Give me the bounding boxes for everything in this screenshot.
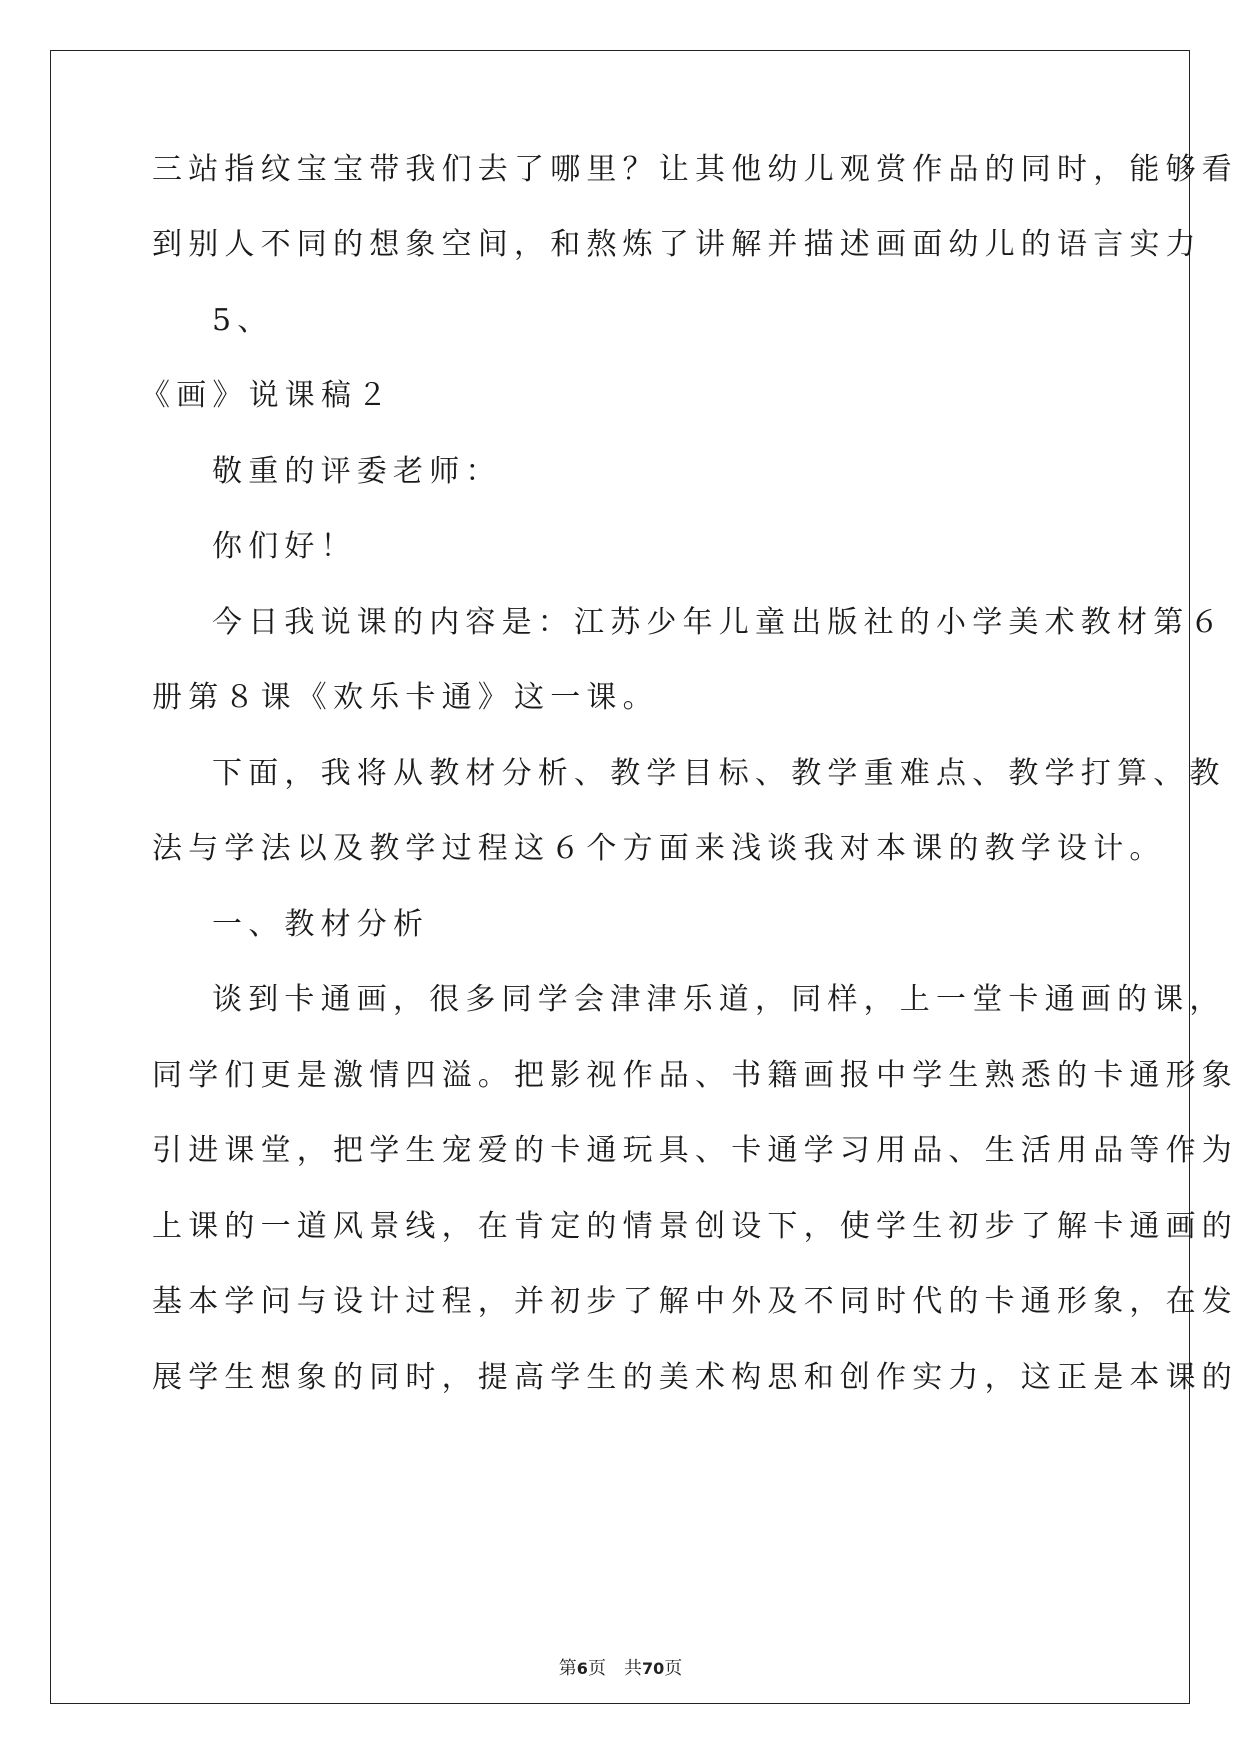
page-border — [50, 50, 1190, 1704]
footer-page-number: 6 — [576, 1659, 588, 1678]
salutation: 敬重的评委老师： — [212, 454, 502, 489]
section-heading-textbook-analysis: 一、教材分析 — [212, 907, 430, 942]
body-line-17: 展学生想象的同时，提高学生的美术构思和创作实力，这正是本课的 — [152, 1360, 1238, 1395]
body-line-15: 上课的一道风景线，在肯定的情景创设下，使学生初步了解卡通画的 — [152, 1209, 1238, 1244]
body-line-1: 三站指纹宝宝带我们去了哪里？让其他幼儿观赏作品的同时，能够看 — [152, 152, 1238, 187]
body-line-9: 下面，我将从教材分析、教学目标、教学重难点、教学打算、教 — [212, 756, 1226, 791]
body-line-8: 册第８课《欢乐卡通》这一课。 — [152, 680, 659, 715]
section-title: 《画》说课稿２ — [140, 378, 394, 413]
body-line-12: 谈到卡通画，很多同学会津津乐道，同样，上一堂卡通画的课， — [212, 982, 1226, 1017]
footer-prefix: 第 — [558, 1658, 577, 1679]
footer-total-suffix: 页 — [664, 1658, 683, 1679]
page-footer — [0, 1658, 1241, 1680]
body-line-16: 基本学问与设计过程，并初步了解中外及不同时代的卡通形象，在发 — [152, 1284, 1238, 1319]
greeting: 你们好！ — [212, 529, 357, 564]
body-line-2: 到别人不同的想象空间，和熬炼了讲解并描述画面幼儿的语言实力 — [152, 227, 1202, 262]
body-line-14: 引进课堂，把学生宠爱的卡通玩具、卡通学习用品、生活用品等作为 — [152, 1133, 1238, 1168]
body-line-7: 今日我说课的内容是：江苏少年儿童出版社的小学美术教材第６ — [212, 605, 1226, 640]
footer-total-pages: 70 — [641, 1659, 665, 1678]
list-marker-5: 5、 — [212, 303, 274, 338]
body-line-13: 同学们更是激情四溢。把影视作品、书籍画报中学生熟悉的卡通形象 — [152, 1058, 1238, 1093]
body-line-10: 法与学法以及教学过程这６个方面来浅谈我对本课的教学设计。 — [152, 831, 1166, 866]
footer-total-prefix: 共 — [623, 1658, 642, 1679]
footer-page-suffix: 页 — [587, 1658, 606, 1679]
